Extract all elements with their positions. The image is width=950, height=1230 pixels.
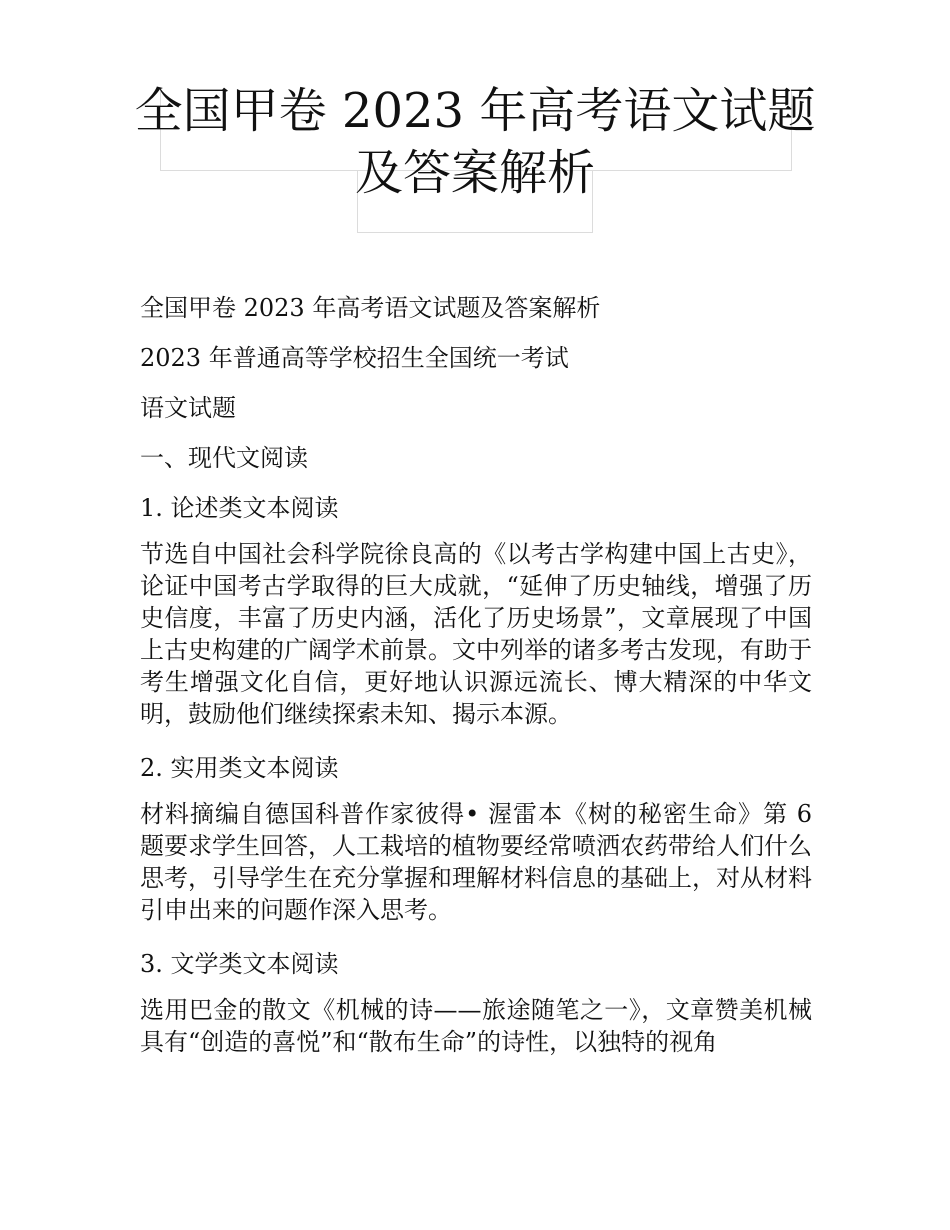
item-2-paragraph: 材料摘编自德国科普作家彼得• 渥雷本《树的秘密生命》第 6 题要求学生回答，人工栽培的植物要经常喷洒农药带给人们什么思考，引导学生在充分掌握和理解材料信息的基础上，对从材料引申出来的问题作深入思考。 xyxy=(140,800,812,924)
item-2-heading: 2. 实用类文本阅读 xyxy=(140,754,339,782)
document-title xyxy=(0,80,950,204)
title-line-1: 全国甲卷 2023 年高考语文试题 xyxy=(134,83,816,139)
item-3-paragraph: 选用巴金的散文《机械的诗——旅途随笔之一》，文章赞美机械具有“创造的喜悦”和“散布生命”的诗性，以独特的视角 xyxy=(140,996,812,1056)
title-line-2: 及答案解析 xyxy=(354,145,595,201)
document-body xyxy=(140,288,812,1076)
section-heading-1: 一、现代文阅读 xyxy=(140,444,308,472)
exam-name: 2023 年普通高等学校招生全国统一考试 xyxy=(140,344,569,372)
item-1-paragraph: 节选自中国社会科学院徐良高的《以考古学构建中国上古史》，论证中国考古学取得的巨大成就，“延伸了历史轴线，增强了历史信度，丰富了历史内涵，活化了历史场景”，文章展现了中国上古史构建的广阔学术前景。文中列举的诸多考古发现，有助于考生增强文化自信，更好地认识源远流长、博大精深的中华文明，鼓励他们继续探索未知、揭示本源。 xyxy=(140,540,812,728)
item-1-heading: 1. 论述类文本阅读 xyxy=(140,494,339,522)
subject-name: 语文试题 xyxy=(140,394,236,422)
item-3-heading: 3. 文学类文本阅读 xyxy=(140,950,339,978)
document-heading: 全国甲卷 2023 年高考语文试题及答案解析 xyxy=(140,294,601,322)
